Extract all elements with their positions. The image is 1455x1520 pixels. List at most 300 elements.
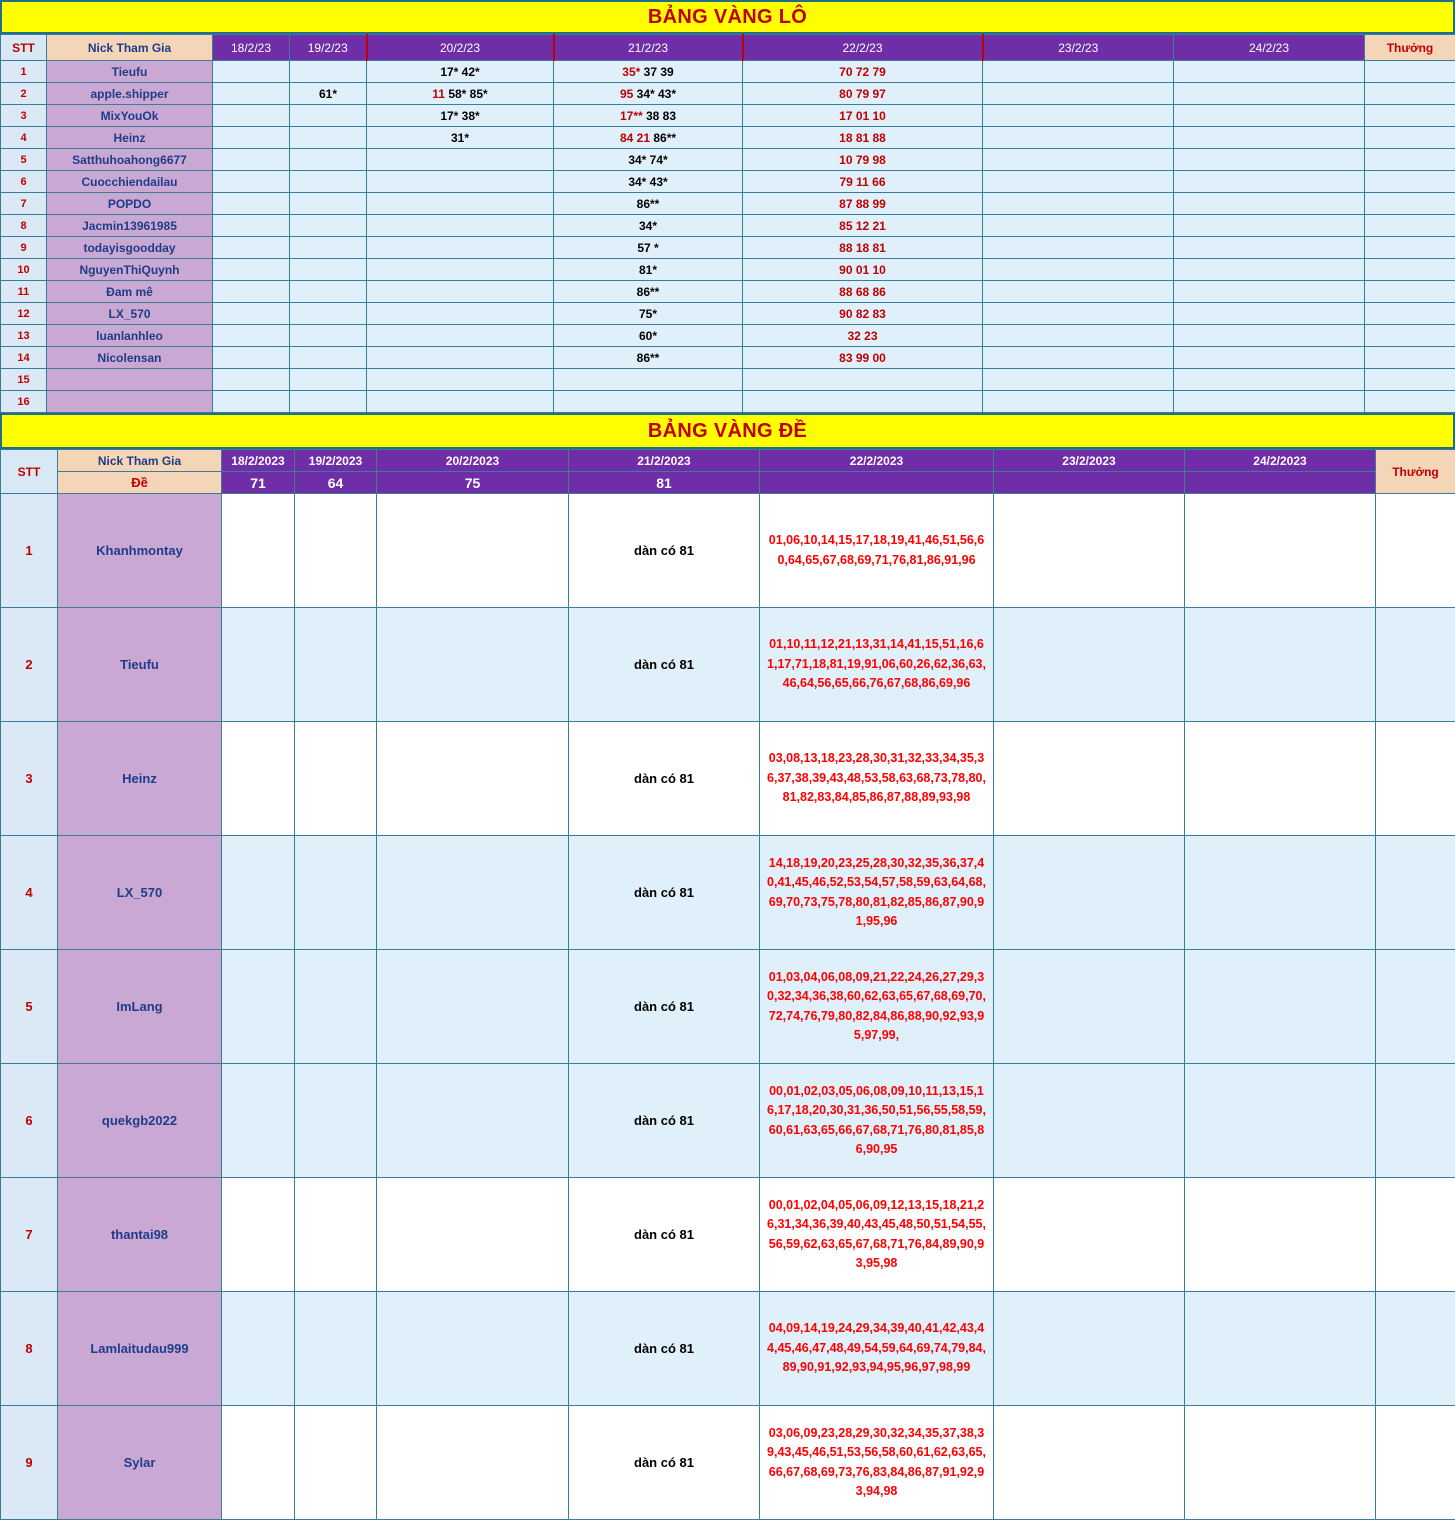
lo-cell-d5: 85 12 21 — [743, 215, 983, 237]
lo-cell-d5: 88 68 86 — [743, 281, 983, 303]
de-header-nick: Nick Tham Gia — [58, 450, 222, 472]
de-cell-d6 — [994, 1178, 1185, 1292]
de-row-thuong — [1376, 836, 1455, 950]
lo-header-date-2: 19/2/23 — [290, 35, 367, 61]
lo-cell-d3: 31* — [367, 127, 554, 149]
table-row — [1, 215, 1455, 237]
lo-row-nick: NguyenThiQuynh — [47, 259, 213, 281]
lo-cell-d7 — [1174, 105, 1365, 127]
lo-cell-d6 — [983, 325, 1174, 347]
lo-row-nick: apple.shipper — [47, 83, 213, 105]
de-header-date-5: 22/2/2023 — [760, 450, 994, 472]
lo-row-stt: 1 — [1, 61, 47, 83]
lo-cell-d4: 86** — [554, 347, 743, 369]
lo-cell-d1 — [213, 83, 290, 105]
de-cell-d3 — [377, 1406, 569, 1520]
lo-cell-d7 — [1174, 149, 1365, 171]
lo-cell-d3 — [367, 259, 554, 281]
lo-cell-d2 — [290, 325, 367, 347]
lo-cell-d1 — [213, 149, 290, 171]
lo-cell-d3 — [367, 193, 554, 215]
lo-cell-d5: 17 01 10 — [743, 105, 983, 127]
lo-cell-d4 — [554, 391, 743, 413]
lo-cell-d6 — [983, 215, 1174, 237]
lo-row-nick: Heinz — [47, 127, 213, 149]
lo-row-stt: 7 — [1, 193, 47, 215]
de-row-nick: Khanhmontay — [58, 494, 222, 608]
lo-cell-d7 — [1174, 83, 1365, 105]
de-header-stt: STT — [1, 450, 58, 494]
de-cell-d5-numbers: 01,10,11,12,21,13,31,14,41,15,51,16,61,17,71,18,81,19,91,06,60,26,62,36,63,46,64,56,65,66,76,67,68,86,69,96 — [760, 608, 994, 722]
lo-cell-d7 — [1174, 325, 1365, 347]
de-cell-d3 — [377, 494, 569, 608]
lo-cell-d4: 86** — [554, 281, 743, 303]
de-cell-d7 — [1185, 494, 1376, 608]
lo-row-thuong — [1365, 369, 1455, 391]
table-row — [1, 105, 1455, 127]
de-cell-d2 — [295, 608, 377, 722]
lo-cell-d7 — [1174, 127, 1365, 149]
de-cell-d1 — [222, 1064, 295, 1178]
lo-cell-d7 — [1174, 237, 1365, 259]
de-cell-d6 — [994, 1406, 1185, 1520]
lo-cell-d6 — [983, 281, 1174, 303]
de-cell-d7 — [1185, 950, 1376, 1064]
lo-row-thuong — [1365, 105, 1455, 127]
de-cell-d4: dàn có 81 — [569, 722, 760, 836]
de-row-nick: thantai98 — [58, 1178, 222, 1292]
lo-cell-d1 — [213, 325, 290, 347]
de-row-stt: 2 — [1, 608, 58, 722]
de-cell-d4: dàn có 81 — [569, 1064, 760, 1178]
de-cell-d7 — [1185, 722, 1376, 836]
lo-cell-d4: 17** 38 83 — [554, 105, 743, 127]
de-row-stt: 1 — [1, 494, 58, 608]
lo-header-date-1: 18/2/23 — [213, 35, 290, 61]
lo-row-stt: 6 — [1, 171, 47, 193]
lo-row-nick: Đam mê — [47, 281, 213, 303]
de-row-stt: 6 — [1, 1064, 58, 1178]
lo-row-thuong — [1365, 347, 1455, 369]
lo-cell-d5: 18 81 88 — [743, 127, 983, 149]
lo-cell-d7 — [1174, 171, 1365, 193]
lo-cell-d7 — [1174, 215, 1365, 237]
de-header-date-7: 24/2/2023 — [1185, 450, 1376, 472]
de-cell-d3 — [377, 836, 569, 950]
de-cell-d5-numbers: 01,03,04,06,08,09,21,22,24,26,27,29,30,32,34,36,38,60,62,63,65,67,68,69,70,72,74,76,79,80,82,84,86,88,90,92,93,95,97,99, — [760, 950, 994, 1064]
lo-cell-d1 — [213, 259, 290, 281]
lo-cell-d4: 57 * — [554, 237, 743, 259]
lo-cell-d2: 61* — [290, 83, 367, 105]
lo-cell-d2 — [290, 171, 367, 193]
lo-row-thuong — [1365, 259, 1455, 281]
lo-row-nick: Cuocchiendailau — [47, 171, 213, 193]
de-cell-d7 — [1185, 608, 1376, 722]
lo-table — [0, 34, 1455, 413]
lo-row-thuong — [1365, 171, 1455, 193]
lo-row-thuong — [1365, 149, 1455, 171]
lo-cell-d5 — [743, 369, 983, 391]
lo-cell-d6 — [983, 391, 1174, 413]
lo-cell-d6 — [983, 149, 1174, 171]
lo-row-nick — [47, 369, 213, 391]
lo-cell-d2 — [290, 259, 367, 281]
lo-cell-d3 — [367, 347, 554, 369]
de-cell-d3 — [377, 1292, 569, 1406]
de-cell-d1 — [222, 608, 295, 722]
lo-row-thuong — [1365, 237, 1455, 259]
de-header-de-label: Đề — [58, 472, 222, 494]
lo-cell-d4: 86** — [554, 193, 743, 215]
lo-cell-d4: 34* — [554, 215, 743, 237]
lo-row-nick: Jacmin13961985 — [47, 215, 213, 237]
de-result-4: 81 — [569, 472, 760, 494]
de-cell-d1 — [222, 722, 295, 836]
lo-header-date-7: 24/2/23 — [1174, 35, 1365, 61]
table-row — [1, 391, 1455, 413]
lo-cell-d5: 90 01 10 — [743, 259, 983, 281]
table-row — [1, 171, 1455, 193]
de-cell-d5-numbers: 01,06,10,14,15,17,18,19,41,46,51,56,60,64,65,67,68,69,71,76,81,86,91,96 — [760, 494, 994, 608]
de-cell-d2 — [295, 494, 377, 608]
lo-cell-d7 — [1174, 347, 1365, 369]
de-result-7 — [1185, 472, 1376, 494]
lo-row-thuong — [1365, 325, 1455, 347]
de-cell-d4: dàn có 81 — [569, 836, 760, 950]
de-cell-d3 — [377, 722, 569, 836]
de-cell-d2 — [295, 1178, 377, 1292]
table-row — [1, 950, 1455, 1064]
lo-cell-d1 — [213, 237, 290, 259]
lo-row-stt: 10 — [1, 259, 47, 281]
lo-header-date-4: 21/2/23 — [554, 35, 743, 61]
lo-cell-d1 — [213, 171, 290, 193]
de-row-thuong — [1376, 1064, 1455, 1178]
de-cell-d6 — [994, 836, 1185, 950]
lo-cell-d6 — [983, 303, 1174, 325]
table-row — [1, 127, 1455, 149]
lo-cell-d2 — [290, 391, 367, 413]
de-cell-d5-numbers: 03,08,13,18,23,28,30,31,32,33,34,35,36,37,38,39,43,48,53,58,63,68,73,78,80,81,82,83,84,85,86,87,88,89,93,98 — [760, 722, 994, 836]
de-header-date-4: 21/2/2023 — [569, 450, 760, 472]
table-row — [1, 193, 1455, 215]
lo-cell-d7 — [1174, 61, 1365, 83]
lo-row-stt: 12 — [1, 303, 47, 325]
lo-cell-d6 — [983, 259, 1174, 281]
de-row-stt: 8 — [1, 1292, 58, 1406]
lo-row-nick: Nicolensan — [47, 347, 213, 369]
lo-cell-d1 — [213, 281, 290, 303]
lo-cell-d7 — [1174, 369, 1365, 391]
lo-cell-d6 — [983, 127, 1174, 149]
lo-cell-d3 — [367, 325, 554, 347]
de-cell-d6 — [994, 722, 1185, 836]
lo-row-thuong — [1365, 281, 1455, 303]
table-row — [1, 303, 1455, 325]
lo-cell-d2 — [290, 215, 367, 237]
lo-cell-d6 — [983, 61, 1174, 83]
lo-cell-d4: 95 34* 43* — [554, 83, 743, 105]
lo-cell-d5: 80 79 97 — [743, 83, 983, 105]
table-row — [1, 83, 1455, 105]
de-cell-d2 — [295, 836, 377, 950]
de-header-row-results — [1, 472, 1455, 494]
lo-cell-d4: 75* — [554, 303, 743, 325]
de-cell-d7 — [1185, 1178, 1376, 1292]
de-cell-d7 — [1185, 836, 1376, 950]
lo-row-stt: 11 — [1, 281, 47, 303]
de-header-thuong: Thưởng — [1376, 450, 1455, 494]
de-table — [0, 449, 1455, 1520]
lo-cell-d1 — [213, 303, 290, 325]
lo-cell-d2 — [290, 369, 367, 391]
de-row-thuong — [1376, 1292, 1455, 1406]
table-row — [1, 722, 1455, 836]
table-row — [1, 608, 1455, 722]
table-row — [1, 369, 1455, 391]
de-cell-d1 — [222, 950, 295, 1064]
table-row — [1, 259, 1455, 281]
lo-header-date-6: 23/2/23 — [983, 35, 1174, 61]
de-row-stt: 5 — [1, 950, 58, 1064]
de-cell-d3 — [377, 1064, 569, 1178]
lo-cell-d2 — [290, 105, 367, 127]
lo-header-nick: Nick Tham Gia — [47, 35, 213, 61]
lo-cell-d1 — [213, 215, 290, 237]
de-cell-d7 — [1185, 1406, 1376, 1520]
lo-cell-d3 — [367, 281, 554, 303]
lo-row-stt: 8 — [1, 215, 47, 237]
table-row — [1, 237, 1455, 259]
lo-cell-d3 — [367, 215, 554, 237]
lo-cell-d2 — [290, 149, 367, 171]
de-row-stt: 9 — [1, 1406, 58, 1520]
de-table-body — [1, 494, 1455, 1520]
de-row-nick: quekgb2022 — [58, 1064, 222, 1178]
lo-row-stt: 9 — [1, 237, 47, 259]
lo-cell-d3 — [367, 149, 554, 171]
lo-row-thuong — [1365, 127, 1455, 149]
lo-row-stt: 2 — [1, 83, 47, 105]
lo-row-stt: 5 — [1, 149, 47, 171]
lo-cell-d2 — [290, 61, 367, 83]
de-cell-d3 — [377, 608, 569, 722]
de-row-nick: Sylar — [58, 1406, 222, 1520]
de-cell-d6 — [994, 950, 1185, 1064]
de-row-nick: Lamlaitudau999 — [58, 1292, 222, 1406]
lo-cell-d4: 34* 74* — [554, 149, 743, 171]
lo-cell-d5 — [743, 391, 983, 413]
lo-header-date-3: 20/2/23 — [367, 35, 554, 61]
de-row-nick: ImLang — [58, 950, 222, 1064]
de-cell-d6 — [994, 1064, 1185, 1178]
lo-cell-d7 — [1174, 303, 1365, 325]
de-result-5 — [760, 472, 994, 494]
lo-header-thuong: Thưởng — [1365, 35, 1455, 61]
lo-cell-d6 — [983, 105, 1174, 127]
lo-row-stt: 13 — [1, 325, 47, 347]
lo-cell-d5: 87 88 99 — [743, 193, 983, 215]
lo-row-thuong — [1365, 193, 1455, 215]
lo-row-stt: 16 — [1, 391, 47, 413]
table-row — [1, 61, 1455, 83]
lo-cell-d3: 11 58* 85* — [367, 83, 554, 105]
lo-cell-d1 — [213, 391, 290, 413]
lo-row-stt: 4 — [1, 127, 47, 149]
de-cell-d2 — [295, 1292, 377, 1406]
lo-cell-d6 — [983, 369, 1174, 391]
lo-cell-d3: 17* 38* — [367, 105, 554, 127]
lo-row-thuong — [1365, 303, 1455, 325]
table-row — [1, 149, 1455, 171]
lo-cell-d3 — [367, 391, 554, 413]
de-result-2: 64 — [295, 472, 377, 494]
lo-cell-d3 — [367, 171, 554, 193]
lo-row-stt: 3 — [1, 105, 47, 127]
de-row-stt: 3 — [1, 722, 58, 836]
de-cell-d2 — [295, 950, 377, 1064]
de-cell-d4: dàn có 81 — [569, 608, 760, 722]
de-cell-d5-numbers: 03,06,09,23,28,29,30,32,34,35,37,38,39,43,45,46,51,53,56,58,60,61,62,63,65,66,67,68,69,73,76,83,84,86,87,91,92,93,94,98 — [760, 1406, 994, 1520]
de-header-date-3: 20/2/2023 — [377, 450, 569, 472]
lo-cell-d5: 90 82 83 — [743, 303, 983, 325]
de-cell-d7 — [1185, 1292, 1376, 1406]
lo-cell-d5: 83 99 00 — [743, 347, 983, 369]
lo-row-thuong — [1365, 215, 1455, 237]
de-cell-d5-numbers: 04,09,14,19,24,29,34,39,40,41,42,43,44,45,46,47,48,49,54,59,64,69,74,79,84,89,90,91,92,93,94,95,96,97,98,99 — [760, 1292, 994, 1406]
lo-header-stt: STT — [1, 35, 47, 61]
de-cell-d1 — [222, 1406, 295, 1520]
lo-cell-d3 — [367, 237, 554, 259]
de-result-1: 71 — [222, 472, 295, 494]
lo-cell-d5: 32 23 — [743, 325, 983, 347]
de-row-thuong — [1376, 1178, 1455, 1292]
de-cell-d2 — [295, 1406, 377, 1520]
lo-row-nick: LX_570 — [47, 303, 213, 325]
lo-cell-d5: 10 79 98 — [743, 149, 983, 171]
de-row-nick: Tieufu — [58, 608, 222, 722]
de-cell-d5-numbers: 14,18,19,20,23,25,28,30,32,35,36,37,40,41,45,46,52,53,54,57,58,59,63,64,68,69,70,73,75,78,80,81,82,85,86,87,90,91,95,96 — [760, 836, 994, 950]
de-cell-d3 — [377, 1178, 569, 1292]
de-cell-d6 — [994, 494, 1185, 608]
lo-cell-d1 — [213, 127, 290, 149]
de-cell-d4: dàn có 81 — [569, 950, 760, 1064]
lo-cell-d2 — [290, 347, 367, 369]
de-row-thuong — [1376, 608, 1455, 722]
lo-cell-d2 — [290, 303, 367, 325]
de-cell-d6 — [994, 1292, 1185, 1406]
lo-cell-d2 — [290, 237, 367, 259]
lo-row-thuong — [1365, 83, 1455, 105]
table-row — [1, 836, 1455, 950]
table-row — [1, 1064, 1455, 1178]
lo-cell-d1 — [213, 61, 290, 83]
de-row-stt: 7 — [1, 1178, 58, 1292]
lo-row-nick: Satthuhoahong6677 — [47, 149, 213, 171]
lo-row-thuong — [1365, 391, 1455, 413]
table-row — [1, 1292, 1455, 1406]
lo-table-body — [1, 61, 1455, 413]
lo-cell-d4: 60* — [554, 325, 743, 347]
de-cell-d2 — [295, 1064, 377, 1178]
de-row-thuong — [1376, 950, 1455, 1064]
lo-row-nick: todayisgoodday — [47, 237, 213, 259]
lo-cell-d1 — [213, 193, 290, 215]
lo-row-nick: MixYouOk — [47, 105, 213, 127]
de-cell-d6 — [994, 608, 1185, 722]
lo-cell-d2 — [290, 193, 367, 215]
lo-row-nick: POPDO — [47, 193, 213, 215]
lo-cell-d6 — [983, 171, 1174, 193]
de-row-nick: Heinz — [58, 722, 222, 836]
lo-cell-d1 — [213, 105, 290, 127]
de-cell-d4: dàn có 81 — [569, 1292, 760, 1406]
lo-cell-d3 — [367, 369, 554, 391]
table-row — [1, 1406, 1455, 1520]
table-row — [1, 1178, 1455, 1292]
lo-row-stt: 15 — [1, 369, 47, 391]
lo-cell-d7 — [1174, 259, 1365, 281]
de-header-date-1: 18/2/2023 — [222, 450, 295, 472]
de-header-date-6: 23/2/2023 — [994, 450, 1185, 472]
lo-row-nick — [47, 391, 213, 413]
de-cell-d4: dàn có 81 — [569, 494, 760, 608]
lo-cell-d1 — [213, 347, 290, 369]
lo-header-row — [1, 35, 1455, 61]
de-cell-d7 — [1185, 1064, 1376, 1178]
de-cell-d5-numbers: 00,01,02,03,05,06,08,09,10,11,13,15,16,17,18,20,30,31,36,50,51,56,55,58,59,60,61,63,65,66,67,68,71,76,80,81,85,86,90,95 — [760, 1064, 994, 1178]
lo-cell-d6 — [983, 193, 1174, 215]
table-row — [1, 281, 1455, 303]
de-header-date-2: 19/2/2023 — [295, 450, 377, 472]
de-row-thuong — [1376, 494, 1455, 608]
de-row-stt: 4 — [1, 836, 58, 950]
lo-cell-d2 — [290, 127, 367, 149]
de-result-3: 75 — [377, 472, 569, 494]
de-cell-d5-numbers: 00,01,02,04,05,06,09,12,13,15,18,21,26,31,34,36,39,40,43,45,48,50,51,54,55,56,59,62,63,65,67,68,71,76,84,89,90,93,95,98 — [760, 1178, 994, 1292]
table-row — [1, 347, 1455, 369]
table-row — [1, 494, 1455, 608]
lo-row-thuong — [1365, 61, 1455, 83]
de-header-row-dates — [1, 450, 1455, 472]
lo-cell-d4: 35* 37 39 — [554, 61, 743, 83]
de-row-thuong — [1376, 1406, 1455, 1520]
lo-cell-d7 — [1174, 193, 1365, 215]
de-cell-d1 — [222, 836, 295, 950]
lo-cell-d5: 79 11 66 — [743, 171, 983, 193]
lo-table-title: BẢNG VÀNG LÔ — [0, 0, 1455, 34]
lo-cell-d4 — [554, 369, 743, 391]
de-cell-d4: dàn có 81 — [569, 1178, 760, 1292]
de-table-title: BẢNG VÀNG ĐỀ — [0, 413, 1455, 449]
lo-cell-d7 — [1174, 391, 1365, 413]
lo-cell-d4: 84 21 86** — [554, 127, 743, 149]
lo-cell-d2 — [290, 281, 367, 303]
lo-cell-d6 — [983, 347, 1174, 369]
lo-row-nick: luanlanhleo — [47, 325, 213, 347]
lo-cell-d6 — [983, 83, 1174, 105]
de-cell-d2 — [295, 722, 377, 836]
lo-cell-d3 — [367, 303, 554, 325]
lo-cell-d5: 70 72 79 — [743, 61, 983, 83]
de-cell-d1 — [222, 1292, 295, 1406]
lo-header-date-5: 22/2/23 — [743, 35, 983, 61]
lo-cell-d6 — [983, 237, 1174, 259]
de-cell-d1 — [222, 1178, 295, 1292]
lo-cell-d4: 34* 43* — [554, 171, 743, 193]
de-cell-d3 — [377, 950, 569, 1064]
de-cell-d1 — [222, 494, 295, 608]
